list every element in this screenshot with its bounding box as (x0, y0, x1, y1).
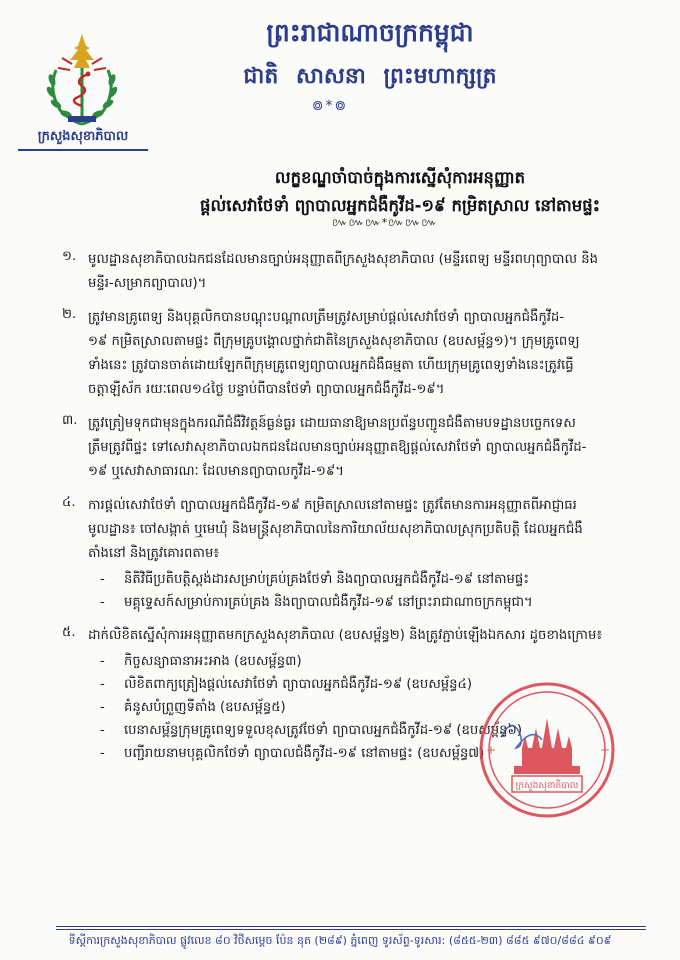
item-text-line: តាំងនៅ និងត្រូវគោរពតាម៖ (88, 546, 220, 561)
sub-item-text: និតិវិធីប្រតិបត្តិស្តង់ដារសម្រាប់គ្រប់គ្រងថែទាំ និងព្យាបាលអ្នកជំងឺកូវីដ-១៩ នៅតាមផ្ទះ (124, 572, 530, 587)
item-text-line: ១៩ កម្រិតស្រាលតាមផ្ទះ ពីក្រុមគ្រូបង្គោលថ្នាក់ជាតិនៃក្រសួងសុខាភិបាល (ឧបសម្ព័ន្ធ១)។ ក្រុមគ្រូពេទ្យ (88, 334, 580, 349)
list-item (62, 248, 644, 296)
item-text-line: ចត្តាឡីស័ក រយៈពេល១៤ថ្ងៃ បន្ទាប់ពីបានថែទាំ ព្យាបាលអ្នកជំងឺកូវីដ-១៩។ (88, 382, 445, 397)
item-number: ៤. (62, 495, 76, 510)
sub-item-text: លិខិតពាក្យត្រៀងផ្តល់សេវាថែទាំ ព្យាបាលអ្នកជំងឺកូវីដ-១៩ (ឧបសម្ព័ន្ធ៤) (124, 677, 473, 692)
item-text-line: ត្រូវត្រៀមទុកជាមុនក្នុងករណីជំងឺវិវត្តន៍ធ្ងន់ធ្ងរ ដោយធានាឱ្យមានប្រព័ន្ធបញ្ជូនជំងឺតាមបទដ្ឋានបច្ចេកទេស (88, 416, 576, 431)
sub-item-text: គំនូសបំព្រួញទីតាំង (ឧបសម្ព័ន្ធ៥) (124, 700, 286, 715)
list-item (62, 306, 644, 402)
sub-item-text: មគ្គុទ្ទេសក៍សម្រាប់ការគ្រប់គ្រង និងព្យាបាលជំងឺកូវីដ-១៩ នៅព្រះរាជាណាចក្រកម្ពុជា។ (124, 595, 533, 610)
item-number: ៣. (62, 413, 78, 428)
item-text-line: ទាំងនេះ ត្រូវបានចាត់ដោយឡែកពីក្រុមគ្រូពេទ្យព្យាបាលអ្នកជំងឺធម្មតា ហើយក្រុមគ្រូពេទ្យទាំងនេះត្រូវធ្វើ (88, 358, 574, 373)
national-motto: ជាតិ សាសនា ព្រះមហាក្សត្រ (243, 64, 497, 89)
footer-address: ទីស្តីការក្រសួងសុខាភិបាល ផ្លូវលេខ ៨០ វិថីសម្តេច ប៉ែន នុត (២៨៩) ភ្នំពេញ ទូរស័ព្ទ-ទូរសារ: (៨៥៥-២៣) ៨៨៥ ៩៧០/៨៨៤ ៩០៩ (68, 934, 612, 947)
item-text-line: មន្ទីរ-សម្រាកព្យាបាល)។ (88, 276, 207, 291)
footer-rule-top (56, 926, 646, 927)
sub-item-text: កិច្ចសន្យាធានាអះអាង (ឧបសម្ព័ន្ធ៣) (124, 654, 302, 669)
document-title-line-2: ផ្តល់សេវាថែទាំ ព្យាបាលអ្នកជំងឺកូវីដ-១៩ កម្រិតស្រាល នៅតាមផ្ទះ (200, 196, 600, 215)
header-ornament: ៙*៙ (311, 98, 349, 114)
list-item (62, 494, 644, 614)
svg-text:+: + (486, 743, 497, 757)
kingdom-heading: ព្រះរាជាណាចក្រកម្ពុជា (266, 18, 474, 47)
item-text-line: ត្រូវមានគ្រូពេទ្យ និងបុគ្គលិកបានបណ្ដុះបណ្ដាលត្រឹមត្រូវសម្រាប់ផ្តល់សេវាថែទាំ ព្យាបាលអ្នកជំងឺកូវីដ- (88, 310, 565, 325)
sub-item: - កិច្ចសន្យាធានាអះអាង (ឧបសម្ព័ន្ធ៣) (100, 654, 302, 669)
official-seal-stamp (472, 676, 622, 824)
item-text-line: ដាក់លិខិតស្នើសុំការអនុញ្ញាតមកក្រសួងសុខាភិបាល (ឧបសម្ព័ន្ធ២) និងត្រូវភ្ជាប់ឡើងឯកសារ ដូចខាងក្រោម៖ (88, 628, 603, 643)
seal-text: ក្រសួងសុខាភិបាល (515, 781, 579, 791)
item-number: ១. (62, 249, 77, 264)
footer-rule-bottom (56, 929, 646, 930)
ministry-name: ក្រសួងសុខាភិបាល (18, 128, 148, 151)
item-text-line: មូលដ្ឋានសុខាភិបាលឯកជនដែលមានច្បាប់អនុញ្ញាតពីក្រសួងសុខាភិបាល (មន្ទីរពេទ្យ មន្ទីរពហុព្យាបាល និង (88, 252, 598, 267)
item-number: ៥. (62, 625, 76, 640)
item-text-line: មូលដ្ឋាន៖ ចៅសង្កាត់ ឬមេឃុំ និងមន្ត្រីសុខាភិបាលនៃការិយាល័យសុខាភិបាលស្រុកប្រតិបត្តិ ដែលអ្នកជំងឺ (88, 522, 583, 537)
list-item (62, 412, 644, 484)
title-ornament: ៚៚៚*៚៚៚ (332, 216, 438, 229)
sub-item: - លិខិតពាក្យត្រៀងផ្តល់សេវាថែទាំ ព្យាបាលអ្នកជំងឺកូវីដ-១៩ (ឧបសម្ព័ន្ធ៤) (100, 677, 473, 692)
sub-item: - គំនូសបំព្រួញទីតាំង (ឧបសម្ព័ន្ធ៥) (100, 700, 286, 715)
sub-item-text: បេនាសម្ព័ន្ធក្រុមគ្រូពេទ្យទទួលខុសត្រូវថែទាំ ព្យាបាលអ្នកជំងឺកូវីដ-១៩ (ឧបសម្ព័ន្ធ៦) (124, 723, 523, 738)
svg-text:+: + (600, 743, 611, 757)
item-number: ២. (62, 307, 77, 322)
sub-item: - បញ្ជីរាយនាមបុគ្គលិកថែទាំ ព្យាបាលជំងឺកូវីដ-១៩ នៅតាមផ្ទះ (ឧបសម្ព័ន្ធ៧) (100, 746, 485, 761)
sub-item-text: បញ្ជីរាយនាមបុគ្គលិកថែទាំ ព្យាបាលជំងឺកូវីដ-១៩ នៅតាមផ្ទះ (ឧបសម្ព័ន្ធ៧) (124, 746, 485, 761)
sub-item: - និតិវិធីប្រតិបត្តិស្តង់ដារសម្រាប់គ្រប់គ្រងថែទាំ និងព្យាបាលអ្នកជំងឺកូវីដ-១៩ នៅតាមផ្ទះ (100, 572, 530, 587)
sub-item: - មគ្គុទ្ទេសក៍សម្រាប់ការគ្រប់គ្រង និងព្យាបាលជំងឺកូវីដ-១៩ នៅព្រះរាជាណាចក្រកម្ពុជា។ (100, 595, 533, 610)
sub-list (100, 568, 644, 614)
item-text-line: ត្រឹមត្រូវពីផ្ទះ ទៅសេវាសុខាភិបាលឯកជនដែលមានច្បាប់អនុញ្ញាតឱ្យផ្តល់សេវាថែទាំ ព្យាបាលអ្នកជំងឺកូវីដ- (88, 440, 587, 455)
document-title-line-1: លក្ខខណ្ឌចាំបាច់ក្នុងការស្នើសុំការអនុញ្ញាត (274, 168, 526, 187)
item-text-line: ការផ្តល់សេវាថែទាំ ព្យាបាលអ្នកជំងឺកូវីដ-១៩ កម្រិតស្រាលនៅតាមផ្ទះ ត្រូវតែមានការអនុញ្ញាតពីអាជ្ញាធរ (88, 498, 577, 513)
item-text-line: ១៩ ឬសេវាសាធារណៈ ដែលមានព្យាបាលកូវីដ-១៩។ (88, 464, 344, 479)
sub-item: - បេនាសម្ព័ន្ធក្រុមគ្រូពេទ្យទទួលខុសត្រូវថែទាំ ព្យាបាលអ្នកជំងឺកូវីដ-១៩ (ឧបសម្ព័ន្ធ៦) (100, 723, 523, 738)
